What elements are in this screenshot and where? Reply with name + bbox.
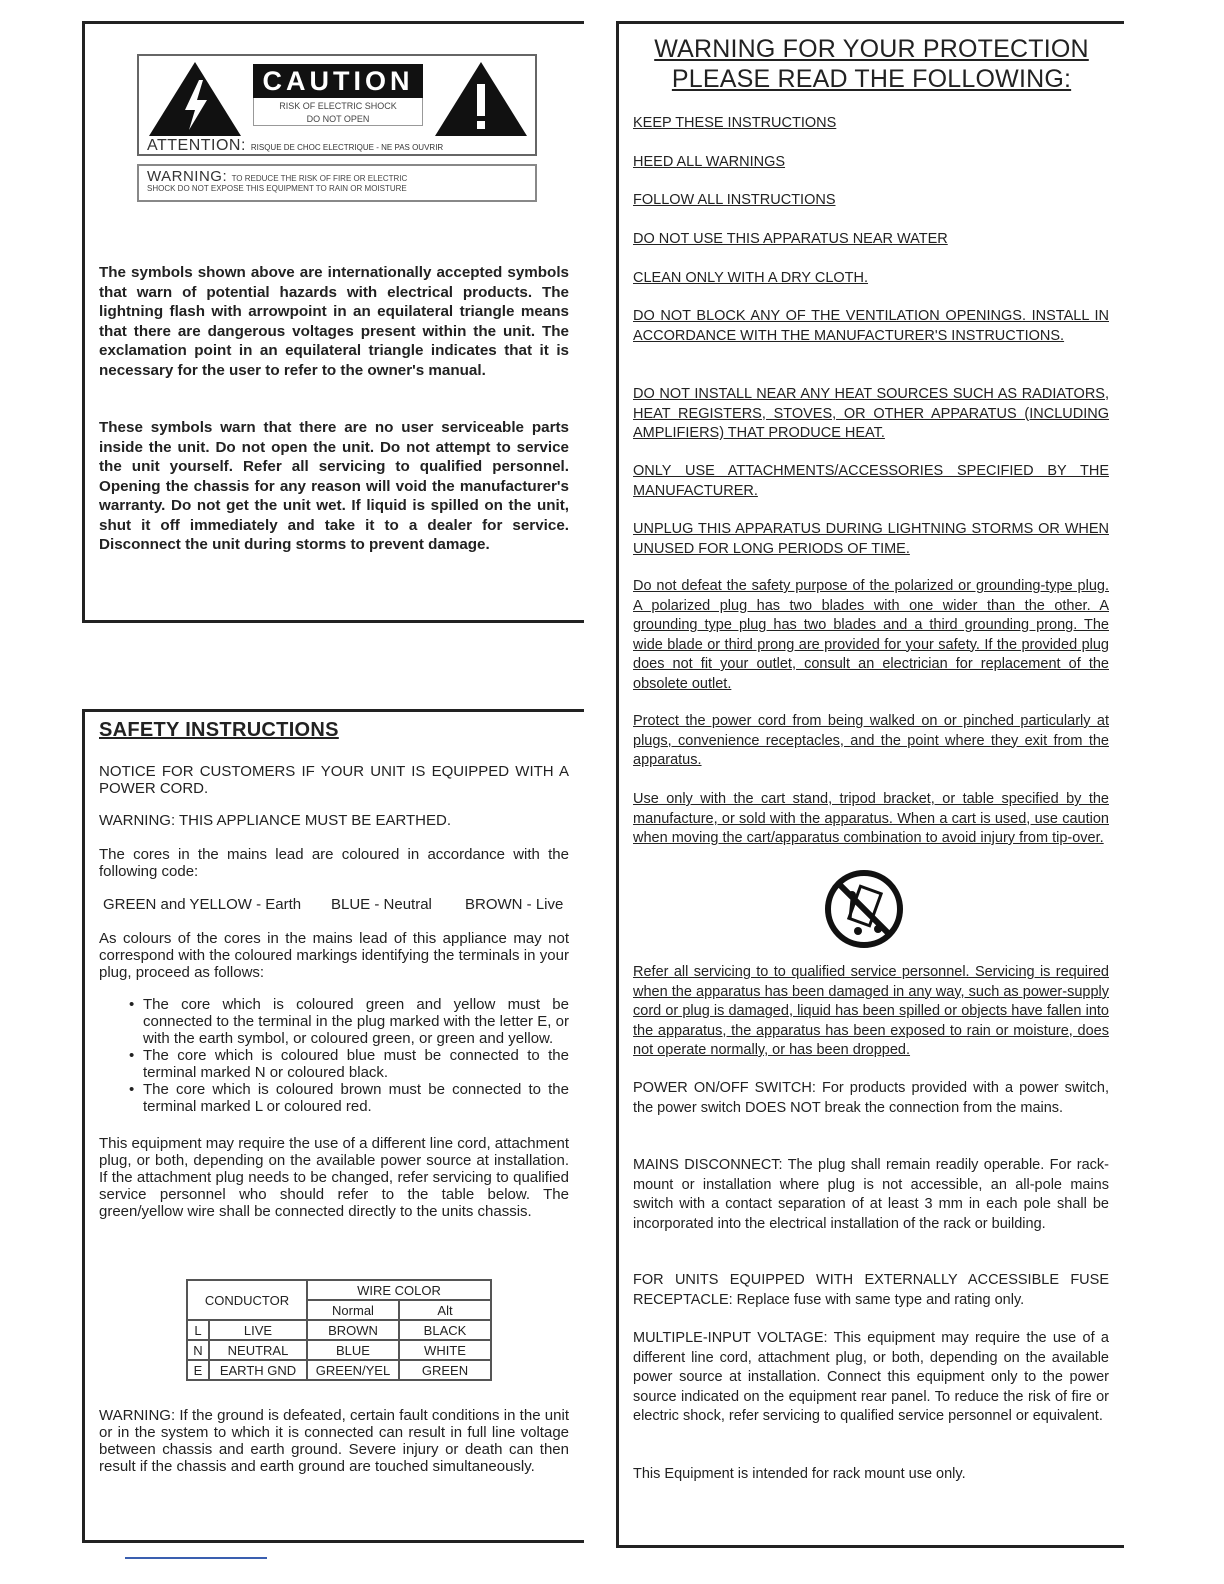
item-unplug: UNPLUG THIS APPARATUS DURING LIGHTNING STORMS OR WHEN UNUSED FOR LONG PERIODS OF TIME. [633,521,1109,557]
row-normal: BLUE [307,1340,399,1360]
list-item: • The core which is coloured blue must be connected to the terminal marked N or coloured black. [129,1047,569,1081]
attention-line [147,137,531,155]
code-neutral: BLUE - Neutral [331,896,432,913]
warning-title-2: PLEASE READ THE FOLLOWING: [671,65,1072,93]
symbols-paragraph-1: The symbols shown above are internationally accepted symbols that warn of potential hazards with electrical products. The lightning flash with arrowpoint in an equilateral triangle means that there are dangerous voltages present within the unit. The exclamation point in an equilateral triangle indicates that it is necessary for the user to refer to the owner's manual. [99,264,569,379]
symbols-paragraph-2: These symbols warn that there are no user serviceable parts inside the unit. Do not open the unit. Do not attempt to service the unit yourself. Refer all servicing to qualified personnel. Opening the chassis for any reason will void the manufacturer's warranty. Do not get the unit wet. If liquid is spilled on the unit, shut it off immediately and take it to a dealer for service. Disconnect the unit during storms to prevent damage. [99,419,569,553]
item-ventilation: DO NOT BLOCK ANY OF THE VENTILATION OPENINGS. INSTALL IN ACCORDANCE WITH THE MANUFACTURER'S INSTRUCTIONS. [633,308,1109,344]
item-cart: Use only with the cart stand, tripod bracket, or table specified by the manufacture, or sold with the apparatus. When a cart is used, use caution when moving the cart/apparatus combination to avoid injury from tip-over. [633,791,1109,846]
caution-word: CAUTION [253,64,423,98]
exclamation-warning-icon [433,60,529,138]
conductor-header: CONDUCTOR [187,1280,307,1320]
risk-line-1: RISK OF ELECTRIC SHOCK [279,101,397,111]
equipment-paragraph: This equipment may require the use of a different line cord, attachment plug, or both, depending on the available power source at installation. If the attachment plug needs to be changed, refer servicing to qualified service personnel who should refer to the table below. The green/yellow wire shall be connected directly to the units chassis. [99,1135,569,1220]
code-live: BROWN - Live [465,896,564,913]
item-rack-mount: This Equipment is intended for rack mount use only. [633,1466,966,1482]
ground-warning: WARNING: If the ground is defeated, certain fault conditions in the unit or in the system to which it is connected can result in full line voltage between chassis and earth ground. Severe injury or death can then result if the chassis and earth ground are touched simultaneously. [99,1407,569,1475]
item-fuse: FOR UNITS EQUIPPED WITH EXTERNALLY ACCESSIBLE FUSE RECEPTACLE: Replace fuse with same type and rating only. [633,1272,1109,1308]
row-code: E [187,1360,209,1380]
alt-header: Alt [399,1300,491,1320]
row-normal: BROWN [307,1320,399,1340]
row-name: LIVE [209,1320,307,1340]
warning-title-1: WARNING FOR YOUR PROTECTION [654,35,1089,63]
normal-header: Normal [307,1300,399,1320]
core-instructions-list [129,996,569,1115]
attention-text: RISQUE DE CHOC ELECTRIQUE - NE PAS OUVRIR [250,143,444,152]
risk-line-2: DO NOT OPEN [306,114,370,124]
warning-line-2: SHOCK DO NOT EXPOSE THIS EQUIPMENT TO RAIN OR MOISTURE [147,184,407,193]
item-mains-disconnect: MAINS DISCONNECT: The plug shall remain readily operable. For rack-mount or installation where plug is not accessible, an all-pole mains switch with a contact separation of at least 3 mm in each pole shall be incorporated into the electrical installation of the rack or building. [633,1157,1109,1232]
row-alt: GREEN [399,1360,491,1380]
table-row [187,1360,491,1380]
item-attachments: ONLY USE ATTACHMENTS/ACCESSORIES SPECIFIED BY THE MANUFACTURER. [633,463,1109,499]
wire-color-header: WIRE COLOR [307,1280,491,1300]
power-cord-notice: NOTICE FOR CUSTOMERS IF YOUR UNIT IS EQUIPPED WITH A POWER CORD. [99,763,569,797]
item-heed: HEED ALL WARNINGS [633,154,786,170]
row-normal: GREEN/YEL [307,1360,399,1380]
colours-paragraph: As colours of the cores in the mains lead of this appliance may not correspond with the coloured markings identifying the terminals in your plug, proceed as follows: [99,930,569,981]
footer-rule [125,1557,267,1559]
table-header-row [187,1280,491,1300]
item-heat: DO NOT INSTALL NEAR ANY HEAT SOURCES SUCH AS RADIATORS, HEAT REGISTERS, STOVES, OR OTHER APPARATUS (INCLUDING AMPLIFIERS) THAT PRODUCE HEAT. [633,386,1109,441]
code-earth: GREEN and YELLOW - Earth [103,896,302,913]
warning-lead: WARNING: [147,168,228,185]
item-keep: KEEP THESE INSTRUCTIONS [633,115,837,131]
list-item: • The core which is coloured green and yellow must be connected to the terminal in the plug marked with the letter E, or with the earth symbol, or coloured green, or green and yellow. [129,996,569,1047]
item-power-switch: POWER ON/OFF SWITCH: For products provided with a power switch, the power switch DOES NOT break the connection from the mains. [633,1080,1109,1116]
risk-text [253,98,423,126]
rain-warning-box [137,164,537,202]
item-power-cord: Protect the power cord from being walked on or pinched particularly at plugs, convenience receptacles, and the point where they exit from the apparatus. [633,713,1109,768]
warning-panel [616,21,1124,1548]
row-name: NEUTRAL [209,1340,307,1360]
table-row [187,1340,491,1360]
cores-intro: The cores in the mains lead are coloured in accordance with the following code: [99,846,569,880]
row-name: EARTH GND [209,1360,307,1380]
wire-color-table [186,1279,492,1381]
lightning-warning-icon [147,60,243,138]
item-polarized: Do not defeat the safety purpose of the polarized or grounding-type plug. A polarized plug has two blades with one wider than the other. A grounding type plug has two blades and a third grounding prong. The wide blade or third prong are provided for your safety. If the provided plug does not fit your outlet, consult an electrician for replacement of the obsolete outlet. [633,578,1109,692]
caution-label [137,54,537,156]
cart-tipover-icon [824,869,904,949]
row-alt: BLACK [399,1320,491,1340]
row-alt: WHITE [399,1340,491,1360]
item-clean: CLEAN ONLY WITH A DRY CLOTH. [633,270,869,286]
warning-line-1: TO REDUCE THE RISK OF FIRE OR ELECTRIC [231,174,408,183]
safety-title: SAFETY INSTRUCTIONS [99,719,339,741]
table-row [187,1320,491,1340]
earthed-warning: WARNING: THIS APPLIANCE MUST BE EARTHED. [99,812,452,829]
item-follow: FOLLOW ALL INSTRUCTIONS [633,192,836,208]
item-water: DO NOT USE THIS APPARATUS NEAR WATER [633,231,948,247]
row-code: L [187,1320,209,1340]
row-code: N [187,1340,209,1360]
item-servicing: Refer all servicing to to qualified service personnel. Servicing is required when the apparatus has been damaged in any way, such as power-supply cord or plug is damaged, liquid has been spilled or objects have fallen into the apparatus, the apparatus has been exposed to rain or moisture, does not operate normally, or has been dropped. [633,964,1109,1058]
safety-panel [82,709,584,1543]
caution-panel [82,21,584,623]
list-item: • The core which is coloured brown must be connected to the terminal marked L or coloured red. [129,1081,569,1115]
caution-center [253,64,423,126]
item-multiple-voltage: MULTIPLE-INPUT VOLTAGE: This equipment may require the use of a different line cord, attachment plug, or both, depending on the available power source at installation. Connect this equipment only to the power source indicated on the equipment rear panel. To reduce the risk of fire or electric shock, refer servicing to qualified service personnel or equivalent. [633,1330,1109,1424]
attention-lead: ATTENTION: [147,137,246,154]
